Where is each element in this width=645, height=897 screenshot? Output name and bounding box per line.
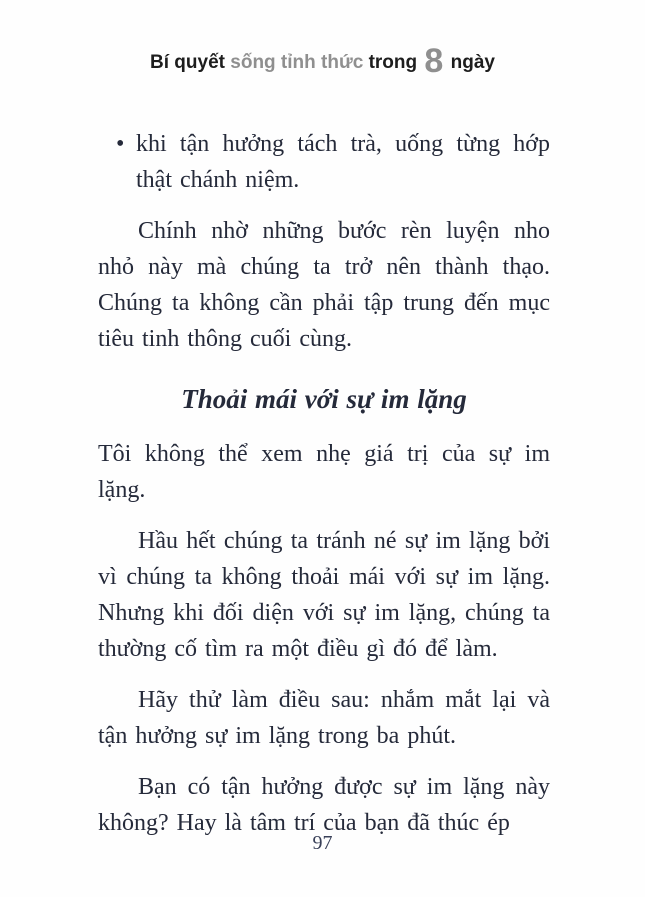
header-title-segment: sống tỉnh thức [230, 52, 364, 73]
page-number: 97 [312, 832, 333, 854]
page-body [98, 126, 550, 856]
section-heading: Thoải mái với sự im lặng [181, 384, 467, 414]
page-footer [0, 832, 645, 855]
header-title-segment: trong [363, 52, 423, 73]
header-title-segment: Bí quyết [150, 52, 231, 73]
paragraph: Hầu hết chúng ta tránh né sự im lặng bởi vì chúng ta không thoải mái với sự im lặng. Nhưng khi đối diện với sự im lặng, chúng ta thường cố tìm ra một điều gì đó để làm. [98, 528, 550, 662]
bullet-text: khi tận hưởng tách trà, uống từng hớp thật chánh niệm. [136, 131, 550, 193]
bullet-marker: • [116, 131, 125, 157]
bullet-list-item [98, 126, 550, 198]
paragraph: Chính nhờ những bước rèn luyện nho nhỏ này mà chúng ta trở nên thành thạo. Chúng ta không cần phải tập trung đến mục tiêu tinh thông cuối cùng. [98, 218, 550, 352]
header-title-segment: ngày [445, 52, 495, 73]
paragraph: Bạn có tận hưởng được sự im lặng này không? Hay là tâm trí của bạn đã thúc ép [98, 774, 550, 836]
paragraph: Tôi không thể xem nhẹ giá trị của sự im lặng. [98, 441, 550, 503]
paragraph: Hãy thử làm điều sau: nhắm mắt lại và tận hưởng sự im lặng trong ba phút. [98, 687, 550, 749]
running-header [0, 42, 645, 80]
header-day-numeral: 8 [424, 42, 444, 80]
